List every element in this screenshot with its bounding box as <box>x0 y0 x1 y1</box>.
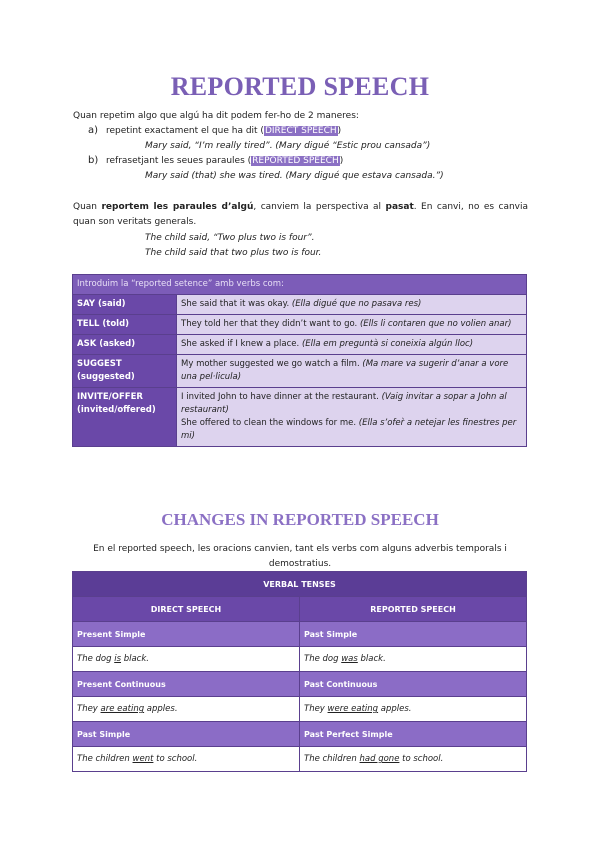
reported-tense: Past Continuous <box>300 672 527 697</box>
example-text: She said that it was okay. <box>181 299 290 309</box>
table-row <box>73 315 527 335</box>
intro-text: Quan repetim algo que algú ha dit podem fer-ho de 2 maneres: <box>73 111 359 121</box>
translation-text-2: (Ella s’ofer̀ a netejar les finestres per mi) <box>181 418 517 441</box>
way-a-text: repetint exactament el que ha dit ( <box>106 126 264 136</box>
direct-tense: Present Simple <box>73 622 300 647</box>
ex-post: to school. <box>153 754 198 764</box>
perspective-pre: Quan <box>73 202 102 212</box>
ex-post: to school. <box>399 754 444 764</box>
tenses-table-title: VERBAL TENSES <box>73 572 527 597</box>
ex-verb: went <box>132 754 154 764</box>
changes-desc: En el reported speech, les oracions canvien, tant els verbs com alguns adverbis temporals i demostratius. <box>93 544 507 569</box>
perspective-mid: , canviem la perspectiva al <box>253 202 386 212</box>
direct-example <box>73 697 300 722</box>
reported-speech-tag: REPORTED SPEECH <box>252 156 339 166</box>
table-row <box>73 672 527 697</box>
way-a-example: Mary said, “I’m really tired”. (Mary digué “Estic prou cansada”) <box>145 141 431 151</box>
translation-text: (Vaig invitar a sopar a John al restaurant) <box>181 392 507 415</box>
table-row <box>73 622 527 647</box>
changes-title: CHANGES IN REPORTED SPEECH <box>161 510 439 529</box>
ex-pre: The dog <box>77 654 115 664</box>
reported-example <box>300 647 527 672</box>
perspective-bold1: reportem les paraules d’algú <box>101 202 254 212</box>
verb-cell: SUGGEST (suggested) <box>73 355 177 388</box>
perspective-text <box>73 200 528 230</box>
reported-tense: Past Simple <box>300 622 527 647</box>
reported-example <box>300 747 527 772</box>
ex-verb: are eating <box>100 704 145 714</box>
way-a-close: ) <box>337 126 342 136</box>
ex-verb: had gone <box>359 754 400 764</box>
direct-example <box>73 647 300 672</box>
reported-tense: Past Perfect Simple <box>300 722 527 747</box>
verb-cell: INVITE/OFFER (invited/offered) <box>73 388 177 447</box>
table-row <box>73 647 527 672</box>
ex-pre: The dog <box>304 654 342 664</box>
perspective-example-2: The child said that two plus two is four. <box>145 248 322 258</box>
verb-cell: TELL (told) <box>73 315 177 335</box>
perspective-example-1: The child said, “Two plus two is four”. <box>145 233 315 243</box>
translation-text: (Ella digué que no pasava res) <box>291 299 422 309</box>
verb-cell: ASK (asked) <box>73 335 177 355</box>
table-row <box>73 722 527 747</box>
perspective-post: . En canvi, no es canvia quan son veritats generals. <box>73 202 529 227</box>
example-text-2: She offered to clean the windows for me. <box>181 418 357 428</box>
ex-verb: is <box>114 654 122 664</box>
ex-post: apples. <box>378 704 412 714</box>
example-cell <box>177 388 527 447</box>
marker-b: b) <box>88 155 99 166</box>
tenses-table <box>72 571 527 772</box>
example-text: She asked if I knew a place. <box>181 339 300 349</box>
ex-pre: They <box>304 704 328 714</box>
verbs-table-header: Introduim la “reported setence” amb verbs com: <box>73 275 527 295</box>
ex-post: black. <box>357 654 386 664</box>
table-row <box>73 335 527 355</box>
way-a <box>88 124 341 138</box>
example-cell <box>177 335 527 355</box>
example-text: They told her that they didn’t want to go. <box>181 319 358 329</box>
verb-cell: SAY (said) <box>73 295 177 315</box>
ex-pre: The children <box>77 754 133 764</box>
ex-pre: They <box>77 704 101 714</box>
reported-speech-header: REPORTED SPEECH <box>300 597 527 622</box>
direct-speech-tag: DIRECT SPEECH <box>264 126 337 136</box>
translation-text: (Ma mare va sugerir d’anar a vore una pel·licula) <box>181 359 509 382</box>
ex-pre: The children <box>304 754 360 764</box>
way-b <box>88 154 343 168</box>
example-cell <box>177 355 527 388</box>
direct-example <box>73 747 300 772</box>
translation-text: (Ells li contaren que no volien anar) <box>359 319 512 329</box>
marker-a: a) <box>88 125 99 136</box>
direct-speech-header: DIRECT SPEECH <box>73 597 300 622</box>
way-b-example: Mary said (that) she was tired. (Mary digué que estava cansada.”) <box>145 171 444 181</box>
table-row <box>73 388 527 447</box>
ex-post: apples. <box>144 704 178 714</box>
ex-post: black. <box>121 654 149 664</box>
translation-text: (Ella em preguntà si coneixia algún lloc) <box>301 339 474 349</box>
table-row <box>73 355 527 388</box>
direct-tense: Present Continuous <box>73 672 300 697</box>
ex-verb: were eating <box>327 704 379 714</box>
verbs-table <box>72 274 527 447</box>
direct-tense: Past Simple <box>73 722 300 747</box>
example-text: My mother suggested we go watch a film. <box>181 359 360 369</box>
example-cell <box>177 315 527 335</box>
table-row <box>73 295 527 315</box>
table-row <box>73 697 527 722</box>
perspective-bold2: pasat <box>385 202 414 212</box>
way-b-close: ) <box>339 156 344 166</box>
example-text: I invited John to have dinner at the restaurant. <box>181 392 379 402</box>
example-cell <box>177 295 527 315</box>
reported-example <box>300 697 527 722</box>
ex-verb: was <box>341 654 358 664</box>
page-title: REPORTED SPEECH <box>170 72 430 101</box>
way-b-text: refrasetjant les seues paraules ( <box>106 156 252 166</box>
table-row <box>73 747 527 772</box>
